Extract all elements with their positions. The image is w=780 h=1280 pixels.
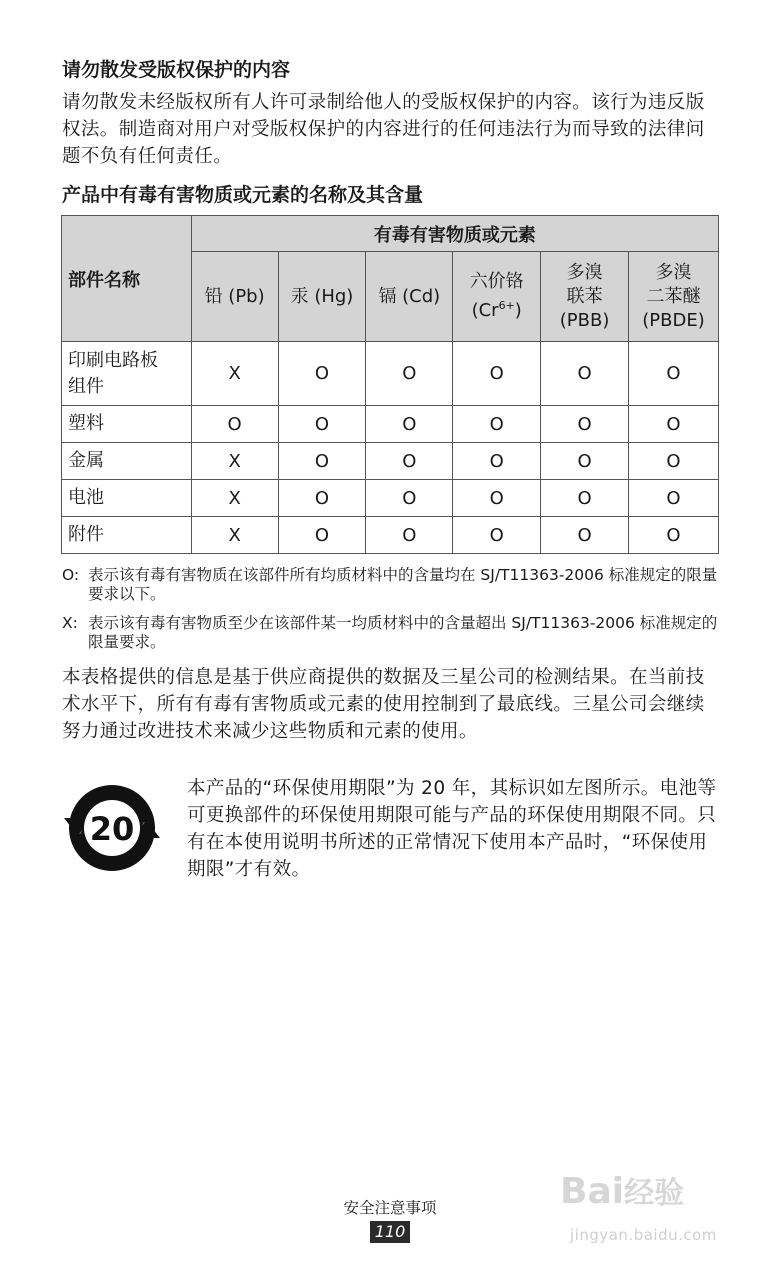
note-x <box>62 614 722 652</box>
header-hg: 汞 (Hg) <box>278 252 366 342</box>
watermark-url: jingyan.baidu.com <box>570 1226 717 1244</box>
cell-value: O <box>366 517 453 554</box>
part-name: 金属 <box>62 443 192 480</box>
cell-value: O <box>453 406 541 443</box>
hazardous-substances-table <box>61 215 719 554</box>
header-cd: 镉 (Cd) <box>366 252 453 342</box>
note-o-key: O: <box>62 566 80 584</box>
substance-group-header: 有毒有害物质或元素 <box>191 216 718 252</box>
cell-value: O <box>541 517 629 554</box>
copyright-paragraph: 请勿散发未经版权所有人许可录制给他人的受版权保护的内容。该行为违反版权法。制造商对用户对受版权保护的内容进行的任何违法行为而导致的法律问题不负有任何责任。 <box>62 92 705 167</box>
part-name: 电池 <box>62 480 192 517</box>
cell-value: O <box>366 480 453 517</box>
cell-value: O <box>278 517 366 554</box>
cell-value: O <box>541 406 629 443</box>
table-row <box>62 406 719 443</box>
cell-value: O <box>278 443 366 480</box>
part-name: 附件 <box>62 517 192 554</box>
copyright-heading: 请勿散发受版权保护的内容 <box>62 59 291 81</box>
footer-section-title: 安全注意事项 <box>343 1199 437 1217</box>
page-number: 110 <box>370 1221 410 1243</box>
eco-logo-number: 20 <box>89 810 135 848</box>
cell-value: O <box>453 480 541 517</box>
eco-paragraph: 本产品的“环保使用期限”为 20 年，其标识如左图所示。电池等可更换部件的环保使用期限可能与产品的环保使用期限不同。只有在本使用说明书所述的正常情况下使用本产品时，“环保使用期限”才有效。 <box>187 778 717 880</box>
part-name: 印刷电路板 组件 <box>62 342 192 406</box>
cell-value: O <box>541 342 629 406</box>
cell-value: O <box>278 406 366 443</box>
note-x-text: 表示该有毒有害物质至少在该部件某一均质材料中的含量超出 SJ/T11363-2006 标准规定的限量要求。 <box>88 614 718 651</box>
cell-value: O <box>366 443 453 480</box>
cell-value: X <box>191 480 278 517</box>
header-pbde: 多溴 二苯醚 (PBDE) <box>629 252 719 342</box>
cell-value: O <box>453 517 541 554</box>
table-row <box>62 443 719 480</box>
watermark-brand: Bai经验 <box>560 1171 685 1212</box>
note-x-key: X: <box>62 614 78 632</box>
header-pb: 铅 (Pb) <box>191 252 278 342</box>
cell-value: O <box>278 480 366 517</box>
cell-value: O <box>541 480 629 517</box>
hazardous-heading: 产品中有毒有害物质或元素的名称及其含量 <box>62 184 424 206</box>
cell-value: O <box>629 406 719 443</box>
cell-value: X <box>191 517 278 554</box>
table-row <box>62 480 719 517</box>
cell-value: X <box>191 342 278 406</box>
cell-value: O <box>629 443 719 480</box>
cell-value: O <box>453 443 541 480</box>
part-name: 塑料 <box>62 406 192 443</box>
cell-value: O <box>278 342 366 406</box>
cell-value: O <box>366 342 453 406</box>
cell-value: O <box>191 406 278 443</box>
part-name-header: 部件名称 <box>62 216 192 342</box>
info-paragraph: 本表格提供的信息是基于供应商提供的数据及三星公司的检测结果。在当前技术水平下，所有有毒有害物质或元素的使用控制到了最底线。三星公司会继续努力通过改进技术来减少这些物质和元素的使用。 <box>62 667 705 742</box>
cell-value: X <box>191 443 278 480</box>
table-row <box>62 517 719 554</box>
header-cr6: 六价铬 $(Cr^{6+})$ <box>453 252 541 342</box>
header-pbb: 多溴 联苯 (PBB) <box>541 252 629 342</box>
note-o <box>62 566 722 604</box>
eco-period-20-icon <box>62 778 162 878</box>
cell-value: O <box>541 443 629 480</box>
cell-value: O <box>629 517 719 554</box>
cell-value: O <box>453 342 541 406</box>
note-o-text: 表示该有毒有害物质在该部件所有均质材料中的含量均在 SJ/T11363-2006 标准规定的限量要求以下。 <box>88 566 718 603</box>
table-row <box>62 342 719 406</box>
cell-value: O <box>629 480 719 517</box>
cell-value: O <box>629 342 719 406</box>
cell-value: O <box>366 406 453 443</box>
